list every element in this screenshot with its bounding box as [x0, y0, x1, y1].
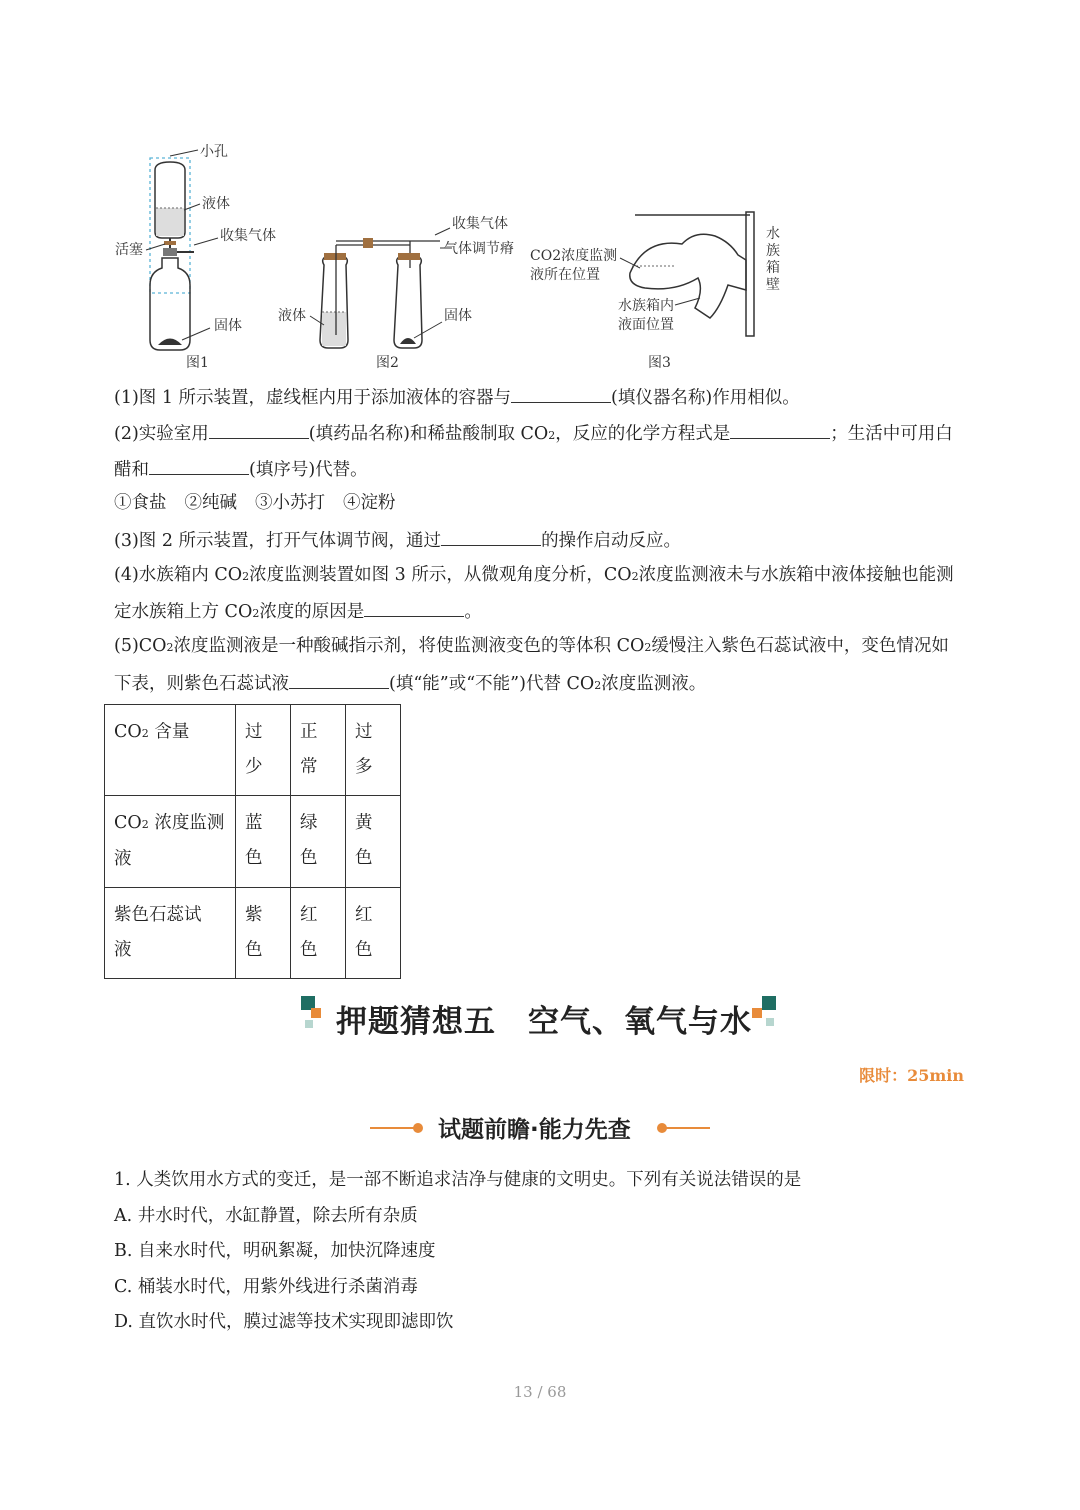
fig2-label-liquid: 液体 — [278, 308, 306, 324]
figure-1 — [115, 143, 276, 371]
color-change-table — [104, 704, 401, 979]
q4-text-c: 浓度监测液未与水族箱中液体接触也能测 — [638, 565, 954, 585]
q4-text-b: 浓度监测装置如图 3 所示，从微观角度分析，CO — [249, 565, 632, 585]
question-3 — [114, 529, 968, 551]
banner-square-icon — [752, 1008, 762, 1018]
table-cell: 红 色 — [346, 888, 401, 979]
fig2-caption: 图2 — [376, 355, 399, 371]
q5-text-c: 缓慢注入紫色石蕊试液中，变色情况如 — [651, 636, 949, 656]
fig1-caption: 图1 — [186, 355, 209, 371]
banner-square-icon — [305, 1020, 313, 1028]
q5-text-b: 浓度监测液是一种酸碱指示剂，将使监测液变色的等体积 CO — [173, 636, 645, 656]
q2-text-c: ，反应的化学方程式是 — [555, 424, 731, 444]
question-2-line-1 — [114, 422, 968, 446]
row-header-litmus: 紫色石蕊试 液 — [105, 888, 236, 979]
fig3-label-wall: 水族箱壁 — [766, 226, 780, 293]
q4-sub-3: 2 — [252, 607, 260, 620]
q4-sub-2: 2 — [631, 570, 639, 583]
q4-blank[interactable] — [364, 600, 464, 617]
figure-3 — [530, 212, 780, 371]
q2-text-a: (2)实验室用 — [114, 424, 209, 444]
table-row — [105, 888, 401, 979]
q5-text-e: (填“能”或“不能”)代替 CO — [389, 674, 595, 694]
page-number: 13 / 68 — [513, 1383, 567, 1401]
banner-square-icon — [762, 996, 776, 1010]
q3-text-a: (3)图 2 所示装置，打开气体调节阀，通过 — [114, 531, 442, 551]
option-1: ①食盐 — [114, 493, 167, 513]
q3-blank[interactable] — [441, 529, 541, 546]
fig1-label-stopcock: 活塞 — [115, 242, 143, 258]
question-4-line-1 — [114, 565, 968, 587]
mcq-choice-b[interactable]: B. 自来水时代，明矾絮凝，加快沉降速度 — [114, 1241, 436, 1261]
table-cell: 红 色 — [291, 888, 346, 979]
question-2-line-2 — [114, 458, 968, 480]
mcq-stem: 1. 人类饮用水方式的变迁，是一部不断追求洁净与健康的文明史。下列有关说法错误的是 — [114, 1170, 802, 1190]
q2-options — [114, 493, 968, 513]
table-row — [105, 796, 401, 888]
banner-square-icon — [766, 1018, 774, 1026]
q5-text-d: 下表，则紫色石蕊试液 — [114, 674, 289, 694]
q4-text-e: 浓度的原因是 — [259, 602, 365, 622]
fig3-label-monitor-2: 液所在位置 — [530, 267, 600, 283]
banner-square-icon — [311, 1008, 321, 1018]
fig2-label-solid: 固体 — [444, 308, 472, 324]
table-cell: 正 常 — [291, 705, 346, 796]
q3-text-b: 的操作启动反应。 — [541, 531, 682, 551]
q1-text-b: (填仪器名称)作用相似。 — [611, 388, 800, 408]
section-title: 押题猜想五 空气、氧气与水 — [336, 1004, 752, 1040]
option-3: ③小苏打 — [255, 493, 325, 513]
subheading: 试题前瞻·能力先查 — [438, 1117, 631, 1143]
mcq-choice-a[interactable]: A. 井水时代，水缸静置，除去所有杂质 — [114, 1206, 418, 1226]
row-header-monitor-liquid: CO2 浓度监测 液 — [105, 796, 236, 888]
q4-sub-1: 2 — [242, 570, 250, 583]
mcq-choice-c[interactable]: C. 桶装水时代，用紫外线进行杀菌消毒 — [114, 1277, 418, 1297]
q2-blank-3[interactable] — [149, 458, 249, 475]
option-4: ④淀粉 — [343, 493, 396, 513]
fig1-label-solid: 固体 — [214, 318, 242, 334]
q2-text-b: (填药品名称)和稀盐酸制取 CO — [308, 424, 549, 444]
q5-blank[interactable] — [289, 672, 389, 689]
table-cell: 蓝 色 — [236, 796, 291, 888]
q2-blank-1[interactable] — [209, 422, 309, 439]
q2-text-e: 醋和 — [114, 460, 149, 480]
mcq-choice-d[interactable]: D. 直饮水时代，膜过滤等技术实现即滤即饮 — [114, 1312, 454, 1332]
q4-text-d: 定水族箱上方 CO — [114, 602, 253, 622]
q1-blank[interactable] — [511, 386, 611, 403]
row-header-co2-content: CO2 含量 — [105, 705, 236, 796]
fig3-label-monitor-1: CO2浓度监测 — [530, 248, 618, 264]
figure-2 — [278, 215, 514, 371]
question-5-line-2 — [114, 672, 968, 696]
q2-blank-2[interactable] — [730, 422, 830, 439]
fig1-label-gas: 收集气体 — [220, 228, 276, 244]
question-5-line-1 — [114, 636, 968, 658]
fig3-label-level-1: 水族箱内 — [618, 298, 674, 314]
q2-text-f: (填序号)代替。 — [249, 460, 368, 480]
q1-text-a: (1)图 1 所示装置，虚线框内用于添加液体的容器与 — [114, 388, 512, 408]
fig2-label-valve: 气体调节瘠 — [444, 241, 514, 257]
fig1-label-liquid: 液体 — [202, 196, 230, 212]
question-4-line-2 — [114, 600, 968, 624]
q4-text-a: (4)水族箱内 CO — [114, 565, 243, 585]
q5-sub-3: 2 — [594, 679, 602, 692]
q2-text-d: ；生活中可用白 — [830, 424, 953, 444]
fig3-caption: 图3 — [648, 355, 671, 371]
q4-text-f: 。 — [464, 602, 482, 622]
table-cell: 黄 色 — [346, 796, 401, 888]
table-cell: 过 多 — [346, 705, 401, 796]
q5-text-f: 浓度监测液。 — [601, 674, 707, 694]
fig3-label-level-2: 液面位置 — [618, 317, 674, 333]
q5-sub-1: 2 — [166, 641, 174, 654]
table-cell: 过 少 — [236, 705, 291, 796]
q2-sub: 2 — [548, 429, 556, 442]
option-2: ②纯碱 — [184, 493, 237, 513]
fig1-label-hole: 小孔 — [200, 144, 228, 160]
q5-text-a: (5)CO — [114, 636, 167, 656]
table-cell: 绿 色 — [291, 796, 346, 888]
apparatus-figures — [110, 140, 800, 375]
time-limit: 限时：25min — [859, 1066, 964, 1085]
question-1 — [114, 386, 968, 408]
q5-sub-2: 2 — [644, 641, 652, 654]
fig2-label-gas: 收集气体 — [452, 216, 508, 232]
table-cell: 紫 色 — [236, 888, 291, 979]
table-row — [105, 705, 401, 796]
